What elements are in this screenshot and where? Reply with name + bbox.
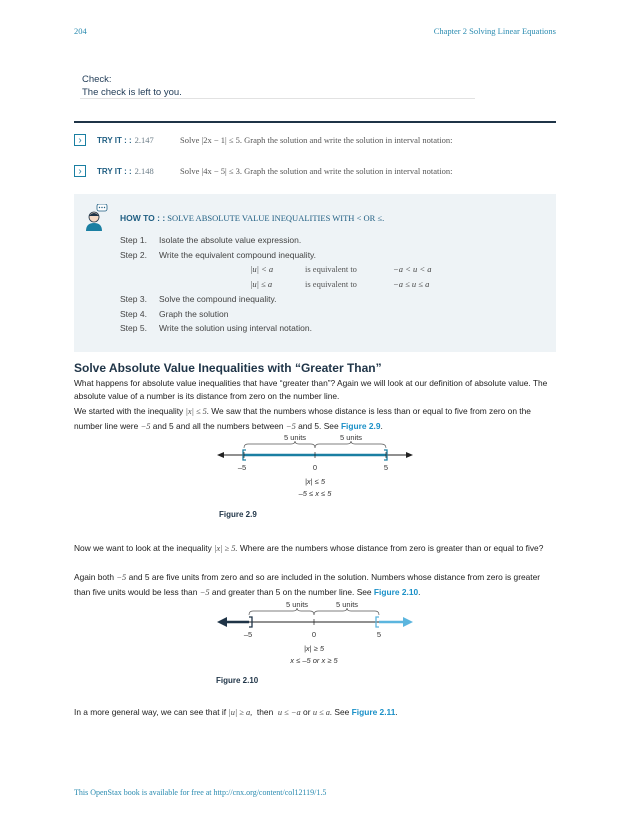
text: or	[303, 707, 311, 717]
step-label: Step 2.	[120, 250, 147, 260]
try-it-text: Solve |4x − 5| ≤ 3. Graph the solution and write the solution in interval notation:	[180, 166, 453, 176]
check-title: Check:	[82, 74, 112, 85]
step-3	[120, 294, 277, 304]
brace-label-right: 5 units	[339, 433, 363, 442]
arrow-right-icon	[403, 617, 413, 627]
brace-right	[314, 608, 379, 615]
try-it-number: 2.148	[134, 166, 154, 176]
equiv-right: −a < u < a	[393, 264, 432, 274]
text: Now we want to look at the inequality	[74, 543, 212, 553]
math: −5	[199, 588, 210, 597]
figure-2-9-number-line	[215, 430, 415, 500]
check-block	[82, 73, 182, 99]
tick-label-right: 5	[383, 463, 389, 472]
try-it-text: Solve |2x − 1| ≤ 5. Graph the solution and write the solution in interval notation:	[180, 135, 453, 145]
text: Again both	[74, 572, 115, 582]
tick-label-mid: 0	[311, 630, 317, 639]
howto-label: HOW TO : :	[120, 213, 166, 223]
fig-line-1: |x| ≤ 5	[304, 477, 326, 486]
step-label: Step 3.	[120, 294, 147, 304]
try-it-number: 2.147	[134, 135, 154, 145]
chevron-right-icon[interactable]: ›	[74, 134, 86, 146]
text: We started with the inequality	[74, 406, 184, 416]
math: u ≤ −a	[277, 708, 301, 717]
math: −5	[285, 422, 296, 431]
step-4	[120, 309, 228, 319]
arrow-left-icon	[217, 617, 227, 627]
check-divider	[80, 98, 475, 99]
try-it-label: TRY IT : :	[97, 135, 132, 145]
math: −5	[140, 422, 151, 431]
try-it-2-148	[74, 164, 556, 178]
text: then	[256, 707, 274, 717]
check-text: The check is left to you.	[82, 87, 182, 98]
person-icon	[84, 204, 108, 237]
figure-2-10-number-line	[215, 597, 415, 667]
tick-label-right: 5	[376, 630, 382, 639]
chevron-right-icon[interactable]: ›	[74, 165, 86, 177]
text: and 5. See	[298, 421, 339, 431]
brace-left	[249, 608, 314, 615]
equivalence-row-1	[250, 264, 431, 274]
paragraph-3	[74, 541, 558, 556]
figure-2-9-link[interactable]: Figure 2.9	[340, 421, 381, 431]
math: u ≤ a.	[312, 708, 333, 717]
paragraph-4: Again both −5 and 5 are five units from zero and so are included in the solution. Numbers whose distance from zero is greater than five units would be less than −5 and greater than 5 on the number line. See Figure 2.10.	[74, 572, 541, 597]
figure-2-10-link[interactable]: Figure 2.10	[373, 587, 419, 597]
step-text: Isolate the absolute value expression.	[159, 235, 302, 245]
text: and 5 and all the numbers between	[152, 421, 284, 431]
paragraph-2: We started with the inequality |x| ≤ 5. We saw that the numbers whose distance is less than or equal to five from zero on the number line were −5 and 5 and all the numbers between −5 and 5. See Figure 2.9.	[74, 406, 531, 431]
brace-label-right: 5 units	[335, 600, 359, 609]
howto-title	[120, 213, 384, 223]
page-number: 204	[74, 26, 87, 36]
tick-label-left: –5	[243, 630, 253, 639]
figure-2-10-caption: Figure 2.10	[216, 676, 259, 685]
fig-line-1: |x| ≥ 5	[303, 644, 325, 653]
math: |u| ≥ a,	[228, 708, 253, 717]
try-it-label: TRY IT : :	[97, 166, 132, 176]
equiv-middle: is equivalent to	[305, 264, 357, 274]
arrow-left-icon	[217, 452, 224, 458]
text: See	[334, 707, 350, 717]
paragraph-1: What happens for absolute value inequalities that have “greater than”? Again we will look at our definition of absolute value. The absolute value of a number is its distance from zero on the number line.	[74, 378, 548, 401]
equiv-left: |u| < a	[250, 264, 274, 274]
step-2	[120, 250, 316, 260]
text: In a more general way, we can see that if	[74, 707, 227, 717]
brace-left	[244, 441, 315, 448]
math: |x| ≤ 5.	[185, 407, 209, 416]
math: −5	[116, 573, 127, 582]
step-text: Write the equivalent compound inequality.	[159, 250, 317, 260]
step-label: Step 1.	[120, 235, 147, 245]
brace-right	[315, 441, 386, 448]
brace-label-left: 5 units	[283, 433, 307, 442]
section-rule	[74, 121, 556, 123]
equiv-right: −a ≤ u ≤ a	[393, 279, 430, 289]
step-text: Write the solution using interval notation.	[159, 323, 312, 333]
section-title: Solve Absolute Value Inequalities with “Greater Than”	[74, 361, 382, 375]
step-label: Step 4.	[120, 309, 147, 319]
text: and 5 are five units from zero and so are included in the solution. Numbers whose distance from zero is greater than five units would be less than	[74, 572, 541, 597]
text: and greater than 5 on the number line. See	[211, 587, 372, 597]
howto-heading: SOLVE ABSOLUTE VALUE INEQUALITIES WITH < OR ≤.	[167, 213, 385, 223]
arrow-right-icon	[406, 452, 413, 458]
fig-line-2: x ≤ –5 or x ≥ 5	[290, 656, 338, 665]
try-it-2-147	[74, 133, 556, 147]
math: |x| ≥ 5.	[214, 544, 238, 553]
step-label: Step 5.	[120, 323, 147, 333]
text: We saw that the numbers whose distance is less than or equal to five from zero on the number line were	[74, 406, 531, 431]
step-text: Solve the compound inequality.	[159, 294, 277, 304]
footer-text: This OpenStax book is available for free at http://cnx.org/content/col12119/1.5	[74, 788, 327, 797]
step-1	[120, 235, 301, 245]
step-text: Graph the solution	[159, 309, 229, 319]
tick-label-left: –5	[237, 463, 247, 472]
equivalence-row-2	[250, 279, 429, 289]
figure-2-11-link[interactable]: Figure 2.11	[351, 707, 396, 717]
paragraph-5: In a more general way, we can see that if |u| ≥ a, then u ≤ −a or u ≤ a. See Figure 2.11.	[74, 707, 398, 717]
equiv-left: |u| ≤ a	[250, 279, 273, 289]
figure-2-9-caption: Figure 2.9	[219, 510, 257, 519]
text: Where are the numbers whose distance from zero is greater than or equal to five?	[239, 543, 544, 553]
fig-line-2: –5 ≤ x ≤ 5	[298, 489, 332, 498]
chapter-title: Chapter 2 Solving Linear Equations	[433, 26, 556, 36]
equiv-middle: is equivalent to	[305, 279, 357, 289]
brace-label-left: 5 units	[285, 600, 309, 609]
tick-label-mid: 0	[312, 463, 318, 472]
step-5	[120, 323, 312, 333]
